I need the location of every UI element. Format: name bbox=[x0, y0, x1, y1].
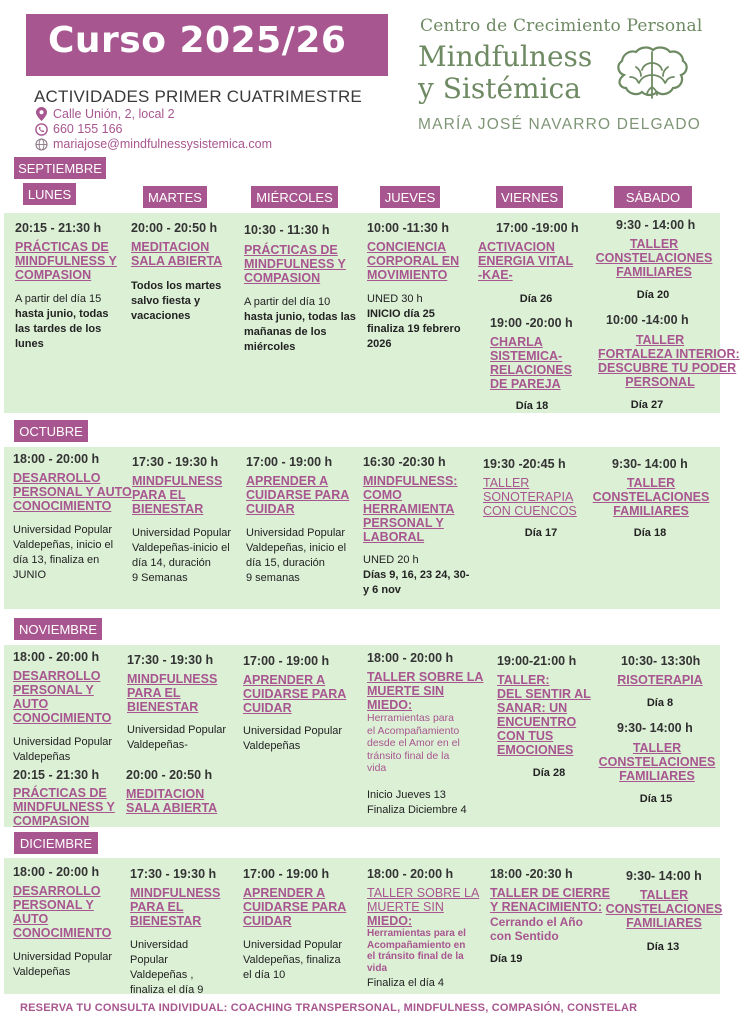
event-note: A partir del día 15 bbox=[15, 293, 102, 305]
event-time: 17:00 -19:00 h bbox=[496, 221, 579, 235]
event-note: A partir del día 10 bbox=[244, 296, 331, 308]
event-time: 17:00 - 19:00 h bbox=[243, 654, 330, 668]
event-time: 17:30 - 19:30 h bbox=[130, 867, 217, 881]
event-time: 19:00-21:00 h bbox=[497, 654, 577, 668]
event-note-bold: Todos los martes salvo fiesta y vacaciones bbox=[131, 280, 222, 322]
brain-logo-icon bbox=[612, 45, 692, 112]
event-title-link[interactable]: APRENDER A CUIDARSE PARA CUIDAR bbox=[243, 673, 347, 715]
event-note: Finaliza el día 4 bbox=[367, 977, 445, 989]
event-date: Día 26 bbox=[519, 293, 553, 305]
brand-line-1: Mindfulness bbox=[418, 40, 593, 73]
event-title-link[interactable]: DESARROLLO PERSONAL Y AUTO CONOCIMIENTO bbox=[13, 884, 112, 940]
event-note-bold: hasta junio, todas las mañanas de los miércoles bbox=[244, 311, 356, 353]
event-time: 9:30- 14:00 h bbox=[626, 869, 702, 883]
event-title-link[interactable]: APRENDER A CUIDARSE PARA CUIDAR bbox=[246, 474, 350, 516]
event-title-link[interactable]: MINDFULNESS PARA EL BIENESTAR bbox=[127, 672, 218, 714]
event-time: 20:00 - 20:50 h bbox=[126, 768, 213, 782]
event-time: 17:30 - 19:30 h bbox=[127, 653, 214, 667]
email-text: mariajose@mindfulnessysistemica.com bbox=[53, 137, 273, 151]
event-title-link[interactable]: DESARROLLO PERSONAL Y AUTO CONOCIMIENTO bbox=[13, 669, 112, 725]
brand-tagline: Centro de Crecimiento Personal bbox=[420, 16, 703, 36]
day-header-viernes: VIERNES bbox=[496, 186, 563, 208]
event-time: 20:00 - 20:50 h bbox=[131, 221, 218, 235]
event-description: Herramientas para el Acompañamiento en el tránsito final de la vida bbox=[367, 928, 466, 974]
event-note: UNED 20 h bbox=[363, 554, 419, 566]
subtitle: ACTIVIDADES PRIMER CUATRIMESTRE bbox=[34, 87, 362, 106]
event-note: Universidad Popular Valdepeñas, finaliza el día 10 bbox=[243, 939, 343, 981]
event-title-link[interactable]: CHARLA SISTEMICA- RELACIONES DE PAREJA bbox=[490, 335, 572, 391]
day-header-jueves: JUEVES bbox=[380, 186, 440, 208]
event-title-link[interactable]: TALLER CONSTELACIONES FAMILIARES bbox=[605, 888, 723, 930]
event-title-link[interactable]: TALLER: DEL SENTIR AL SANAR: UN ENCUENTRO CON TUS EMOCIONES bbox=[497, 673, 591, 757]
event-title-link[interactable]: TALLER CONSTELACIONES FAMILIARES bbox=[595, 237, 713, 279]
phone-line bbox=[34, 122, 123, 136]
event-time: 18:00 -20:30 h bbox=[490, 867, 573, 881]
event-time: 17:00 - 19:00 h bbox=[246, 455, 333, 469]
event-title-link[interactable]: RISOTERAPIA bbox=[617, 673, 703, 687]
event-title-link[interactable]: MINDFULNESS PARA EL BIENESTAR bbox=[130, 886, 221, 928]
day-header-sabado: SÁBADO bbox=[614, 186, 692, 208]
whatsapp-icon bbox=[34, 122, 48, 136]
event-note: Inicio Jueves 13 Finaliza Diciembre 4 bbox=[367, 789, 467, 816]
event-note-bold: INICIO día 25 finaliza 19 febrero 2026 bbox=[367, 308, 461, 350]
event-time: 10:00 -14:00 h bbox=[606, 313, 689, 327]
event-title-link[interactable]: MINDFULNESS PARA EL BIENESTAR bbox=[132, 474, 223, 516]
event-time: 10:30- 13:30h bbox=[621, 654, 701, 668]
event-time: 16:30 -20:30 h bbox=[363, 455, 446, 469]
day-header-miercoles: MIÉRCOLES bbox=[251, 186, 338, 208]
day-header-martes: MARTES bbox=[143, 186, 207, 208]
month-label-november: NOVIEMBRE bbox=[14, 618, 102, 640]
month-label-december: DICIEMBRE bbox=[14, 832, 98, 854]
event-time: 9:30 - 14:00 h bbox=[616, 218, 696, 232]
event-title-link[interactable]: TALLER SOBRE LA MUERTE SIN MIEDO: bbox=[367, 886, 480, 928]
event-time: 20:15 - 21:30 h bbox=[15, 221, 102, 235]
event-note: Universidad Popular Valdepeñas- bbox=[127, 724, 227, 751]
event-time: 17:00 - 19:00 h bbox=[243, 867, 330, 881]
event-title-link[interactable]: TALLER DE CIERRE Y RENACIMIENTO: bbox=[490, 886, 610, 914]
event-title-link[interactable]: APRENDER A CUIDARSE PARA CUIDAR bbox=[243, 886, 347, 928]
event-time: 20:15 - 21:30 h bbox=[13, 768, 100, 782]
event-date: Día 28 bbox=[532, 767, 566, 779]
event-title-link[interactable]: ACTIVACION ENERGIA VITAL -KAE- bbox=[478, 240, 574, 282]
event-time: 19:30 -20:45 h bbox=[483, 457, 566, 471]
event-note-bold: hasta junio, todas las tardes de los lunes bbox=[15, 308, 109, 350]
event-date: Día 15 bbox=[639, 793, 673, 805]
event-description: Herramientas para el Acompañamiento desde el Amor en el tránsito final de la vida bbox=[367, 712, 460, 774]
footer-cta: RESERVA TU CONSULTA INDIVIDUAL: COACHING TRANSPERSONAL, MINDFULNESS, COMPASIÓN, CONSTELAR bbox=[20, 1002, 638, 1014]
event-note: Universidad Popular Valdepeñas , finaliza el día 9 bbox=[130, 939, 204, 996]
month-label-october: OCTUBRE bbox=[14, 420, 88, 442]
address-text: Calle Unión, 2, local 2 bbox=[53, 107, 175, 121]
event-note: Universidad Popular Valdepeñas bbox=[243, 725, 343, 752]
event-time: 18:00 - 20:00 h bbox=[367, 867, 454, 881]
phone-text: 660 155 166 bbox=[53, 122, 123, 136]
day-header-lunes: LUNES bbox=[23, 183, 76, 205]
brand-owner: MARÍA JOSÉ NAVARRO DELGADO bbox=[418, 116, 701, 133]
event-note: Universidad Popular Valdepeñas, inicio el día 13, finaliza en JUNIO bbox=[13, 524, 114, 581]
event-title-link[interactable]: CONCIENCIA CORPORAL EN MOVIMIENTO bbox=[367, 240, 460, 282]
event-title-link[interactable]: PRÁCTICAS DE MINDFULNESS Y COMPASION bbox=[244, 243, 346, 285]
event-time: 10:00 -11:30 h bbox=[367, 221, 449, 235]
event-time: 9:30- 14:00 h bbox=[617, 721, 693, 735]
event-title-link[interactable]: TALLER SONOTERAPIA CON CUENCOS bbox=[483, 476, 577, 518]
event-date: Día 8 bbox=[646, 697, 674, 709]
address-line bbox=[34, 107, 175, 121]
event-title-link[interactable]: MEDITACION SALA ABIERTA bbox=[126, 787, 218, 815]
event-title-link[interactable]: TALLER CONSTELACIONES FAMILIARES bbox=[592, 476, 710, 518]
event-date: Día 17 bbox=[524, 527, 558, 539]
month-label-september: SEPTIEMBRE bbox=[14, 157, 106, 179]
event-subtitle: Cerrando el Año con Sentido bbox=[490, 915, 583, 943]
event-time: 10:30 - 11:30 h bbox=[244, 223, 330, 237]
event-note: Universidad Popular Valdepeñas bbox=[13, 951, 113, 978]
event-time: 18:00 - 20:00 h bbox=[13, 650, 100, 664]
event-title-link[interactable]: MEDITACION SALA ABIERTA bbox=[131, 240, 223, 268]
event-date: Día 13 bbox=[646, 941, 680, 953]
event-title-link[interactable]: PRÁCTICAS DE MINDFULNESS Y COMPASION bbox=[13, 786, 115, 828]
event-date: Día 19 bbox=[490, 953, 523, 965]
email-line bbox=[34, 137, 272, 151]
event-note-bold: Días 9, 16, 23 24, 30- y 6 nov bbox=[363, 569, 470, 596]
event-date: Día 18 bbox=[633, 527, 667, 539]
event-title-link[interactable]: TALLER SOBRE LA MUERTE SIN MIEDO: bbox=[367, 670, 484, 712]
event-title-link[interactable]: MINDFULNESS: COMO HERRAMIENTA PERSONAL Y LABORAL bbox=[363, 474, 458, 544]
event-note: Universidad Popular Valdepeñas-inicio el día 14, duración 9 Semanas bbox=[132, 527, 232, 584]
event-note: Universidad Popular Valdepeñas, inicio el día 15, duración 9 semanas bbox=[246, 527, 347, 584]
event-time: 19:00 -20:00 h bbox=[490, 316, 573, 330]
email-globe-icon bbox=[34, 137, 48, 151]
course-title: Curso 2025/26 bbox=[48, 20, 347, 61]
event-time: 18:00 - 20:00 h bbox=[13, 452, 100, 466]
brand-line-2: y Sistémica bbox=[418, 72, 581, 105]
event-title-link[interactable]: TALLER CONSTELACIONES FAMILIARES bbox=[598, 741, 716, 783]
event-title-link[interactable]: TALLER FORTALEZA INTERIOR: DESCUBRE TU PODER PERSONAL bbox=[598, 333, 740, 389]
event-note: UNED 30 h bbox=[367, 293, 423, 305]
event-time: 18:00 - 20:00 h bbox=[13, 865, 100, 879]
event-time: 9:30- 14:00 h bbox=[612, 457, 688, 471]
event-title-link[interactable]: DESARROLLO PERSONAL Y AUTO CONOCIMIENTO bbox=[13, 471, 132, 513]
event-date: Día 27 bbox=[630, 399, 664, 411]
event-time: 18:00 - 20:00 h bbox=[367, 651, 454, 665]
location-pin-icon bbox=[34, 107, 48, 121]
event-date: Día 18 bbox=[515, 400, 549, 412]
event-date: Día 20 bbox=[636, 289, 670, 301]
event-note: Universidad Popular Valdepeñas bbox=[13, 736, 113, 763]
course-title-box bbox=[26, 14, 388, 76]
event-title-link[interactable]: PRÁCTICAS DE MINDFULNESS Y COMPASION bbox=[15, 240, 117, 282]
event-time: 17:30 - 19:30 h bbox=[132, 455, 219, 469]
